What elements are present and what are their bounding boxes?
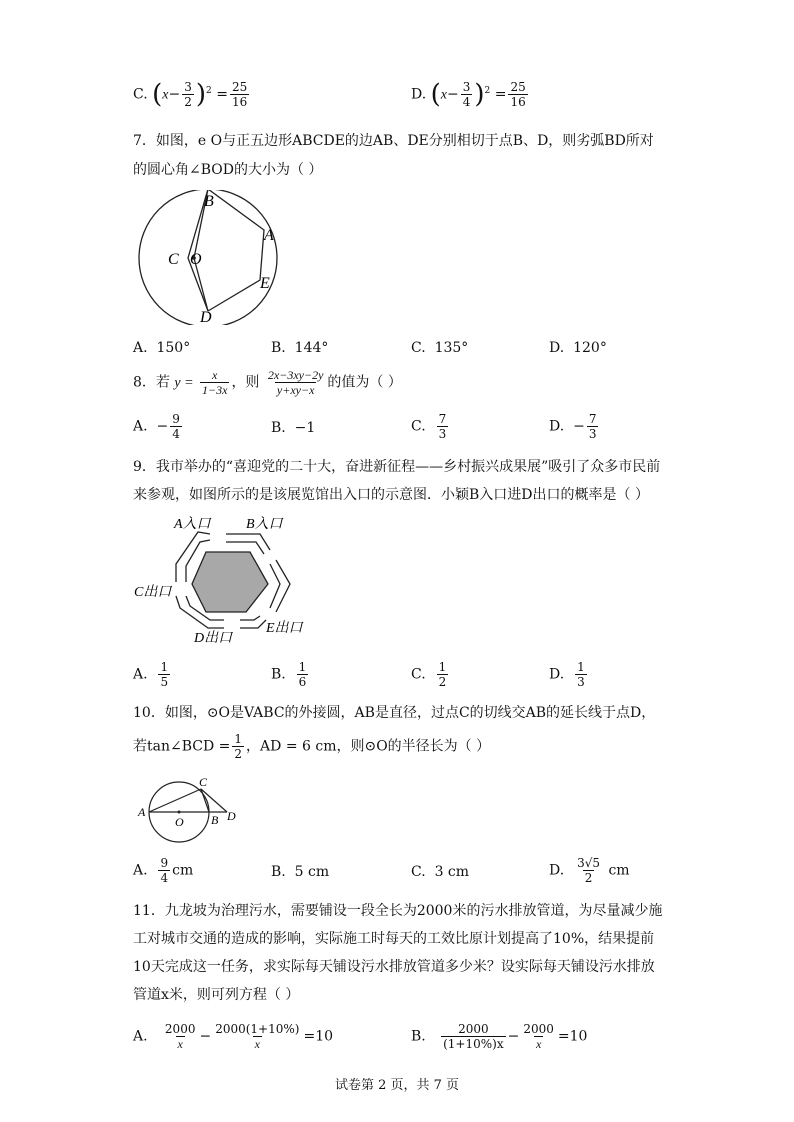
q10-figure-circle-tangent: [135, 773, 245, 843]
label-b: B: [204, 193, 214, 210]
center-point: [178, 811, 181, 814]
label-c-exit: C出口: [134, 585, 172, 600]
option-letter: C.: [133, 86, 148, 103]
label-a: A: [264, 227, 274, 244]
central-exhibit: [192, 552, 268, 612]
fraction: $\frac{3}{4}$: [462, 80, 471, 109]
circle-o: [139, 190, 277, 325]
label-b: B: [211, 813, 219, 827]
q9-option-b: B. $\frac{1}{6}$: [271, 660, 307, 689]
label-c: C: [199, 775, 208, 789]
q9-line2: 来参观，如图所示的是该展览馆出入口的示意图．小颖B入口进D出口的概率是（ ）: [133, 487, 649, 503]
q7-option-b: B. 144°: [271, 340, 329, 356]
label-e: E: [260, 275, 270, 292]
option-letter: D.: [411, 86, 427, 103]
q9-figure-exhibition-hall: [128, 512, 318, 647]
q7-option-d: D. 120°: [549, 340, 607, 356]
label-o: O: [190, 251, 202, 268]
q6-option-c: C. (x− $\frac{3}{2}$ )$^2$ = $\frac{25}{16}$: [133, 79, 248, 110]
fraction: $\frac{25}{16}$: [231, 80, 248, 109]
page-footer: 试卷第 2 页，共 7 页: [334, 1078, 460, 1093]
q6-option-d: D. (x− $\frac{3}{4}$ )$^2$ = $\frac{25}{16}$: [411, 79, 526, 110]
q11-line3: 10天完成这一任务，求实际每天铺设污水排放管道多少米？设实际每天铺设污水排放: [133, 959, 655, 975]
q11-line1: 11．九龙坡为治理污水，需要铺设一段全长为2000米的污水排放管道，为尽量减少施: [133, 903, 663, 919]
q11-option-a: A. $\frac{2000}{x}$ − $\frac{2000(1+10\%)}{x}$ =10: [133, 1022, 334, 1051]
label-b-entrance: B入口: [246, 517, 283, 532]
q8-option-b: B. −1: [271, 420, 316, 436]
q8-stem: 8．若 y = $\frac{x}{1-3x}$ ，则 $\frac{2x-3xy-2y}{y+xy-x}$ 的值为（ ）: [133, 368, 402, 397]
q7-line1: 7．如图，e O与正五边形ABCDE的边AB、DE分别相切于点B、D，则劣弧BD所对: [133, 133, 654, 149]
q8-option-d: D. − $\frac{7}{3}$: [549, 412, 597, 441]
q11-line4: 管道x米，则可列方程（ ）: [133, 987, 300, 1003]
var: x: [440, 87, 448, 103]
q10-option-a: A. $\frac{9}{4}$ cm: [133, 856, 194, 885]
label-d: D: [200, 309, 212, 325]
q9-option-c: C. $\frac{1}{2}$: [411, 660, 447, 689]
q10-line1: 10．如图，⊙O是VABC的外接圆，AB是直径，过点C的切线交AB的延长线于点D，: [133, 705, 656, 721]
q9-line1: 9．我市举办的“喜迎党的二十大，奋进新征程——乡村振兴成果展”吸引了众多市民前: [133, 459, 661, 475]
label-c: C: [168, 251, 179, 268]
q10-option-c: C. 3 cm: [411, 864, 470, 880]
fraction: $\frac{25}{16}$: [510, 80, 526, 109]
q10-line2: 若tan∠BCD = $\frac{1}{2}$ ，AD = 6 cm，则⊙O的半径长为（ ）: [133, 732, 491, 761]
q9-option-a: A. $\frac{1}{5}$: [133, 660, 169, 689]
label-a: A: [138, 805, 146, 819]
q10-option-b: B. 5 cm: [271, 864, 330, 880]
q8-option-a: A. − $\frac{9}{4}$: [133, 412, 180, 441]
label-d: D: [227, 809, 236, 823]
q11-line2: 工对城市交通的造成的影响，实际施工时每天的工效比原计划提高了10%，结果提前: [133, 931, 655, 947]
fraction: $\frac{3}{2}$: [184, 80, 192, 109]
q9-option-d: D. $\frac{1}{3}$: [549, 660, 585, 689]
label-o: O: [175, 815, 184, 829]
q7-figure-circle-pentagon: [128, 190, 288, 325]
var: x: [162, 87, 169, 103]
label-a-entrance: A入口: [174, 517, 211, 532]
q11-option-b: B. $\frac{2000}{(1+10\%)x}$ − $\frac{2000}{x}$ =10: [411, 1022, 588, 1051]
q7-option-a: A. 150°: [133, 340, 191, 356]
q8-option-c: C. $\frac{7}{3}$: [411, 412, 447, 441]
q7-line2: 的圆心角∠BOD的大小为（ ）: [133, 162, 323, 178]
label-e-exit: E出口: [266, 621, 303, 636]
q10-option-d: D. $\frac{3√5}{2}$ cm: [549, 856, 630, 885]
q7-option-c: C. 135°: [411, 340, 469, 356]
label-d-exit: D出口: [194, 631, 233, 646]
